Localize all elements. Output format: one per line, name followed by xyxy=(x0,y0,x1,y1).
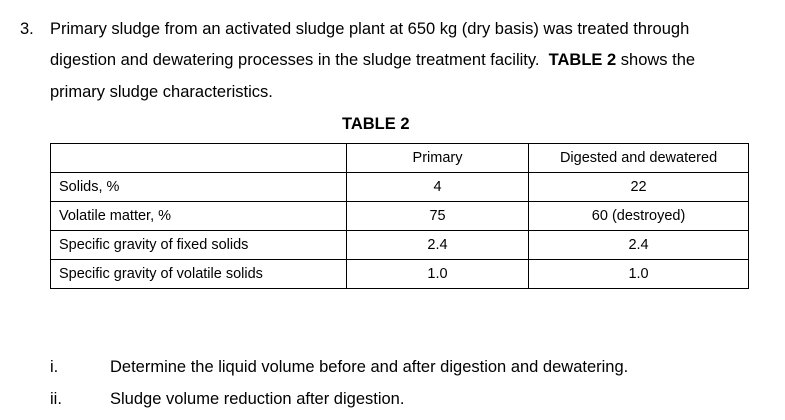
table-row xyxy=(51,202,749,231)
digested-value: 60 (destroyed) xyxy=(529,202,749,231)
header-primary: Primary xyxy=(346,144,528,173)
primary-value: 4 xyxy=(346,173,528,202)
row-label: Specific gravity of volatile solids xyxy=(51,260,347,289)
row-label: Specific gravity of fixed solids xyxy=(51,231,347,260)
table-row xyxy=(51,173,749,202)
header-digested: Digested and dewatered xyxy=(529,144,749,173)
question-number: 3. xyxy=(20,20,34,38)
subquestion-text: Determine the liquid volume before and after digestion and dewatering. xyxy=(110,358,629,376)
table-row xyxy=(51,260,749,289)
table-reference: TABLE 2 xyxy=(548,51,617,69)
header-parameter xyxy=(51,144,347,173)
table-title: TABLE 2 xyxy=(342,115,410,133)
primary-value: 2.4 xyxy=(346,231,528,260)
digested-value: 2.4 xyxy=(529,231,749,260)
table-row xyxy=(51,231,749,260)
digested-value: 22 xyxy=(529,173,749,202)
row-label: Solids, % xyxy=(51,173,347,202)
primary-value: 75 xyxy=(346,202,528,231)
subquestion-number: ii. xyxy=(50,390,62,408)
primary-value: 1.0 xyxy=(346,260,528,289)
table-header-row xyxy=(51,144,749,173)
subquestion-text: Sludge volume reduction after digestion. xyxy=(110,390,405,408)
question-line-3: primary sludge characteristics. xyxy=(50,83,273,101)
sludge-characteristics-table xyxy=(50,143,749,289)
question-line-2-start: digestion and dewatering processes in the sludge treatment facility. xyxy=(50,51,540,69)
digested-value: 1.0 xyxy=(529,260,749,289)
question-line-2 xyxy=(50,50,695,70)
question-line-1: Primary sludge from an activated sludge plant at 650 kg (dry basis) was treated through xyxy=(50,20,690,38)
question-line-2-end: shows the xyxy=(620,51,696,69)
subquestion-number: i. xyxy=(50,358,59,376)
row-label: Volatile matter, % xyxy=(51,202,347,231)
